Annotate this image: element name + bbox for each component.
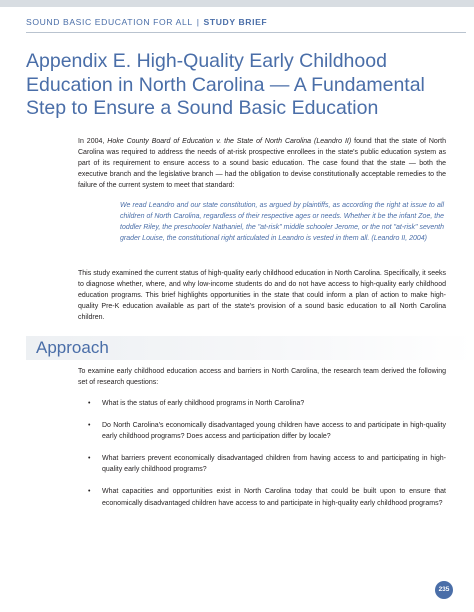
approach-section-heading bbox=[26, 336, 474, 360]
intro-paragraph bbox=[78, 136, 446, 191]
list-item bbox=[88, 420, 446, 442]
case-name: Hoke County Board of Education v. the State of North Carolina (Leandro II) bbox=[107, 138, 352, 145]
question-text: What is the status of early childhood programs in North Carolina? bbox=[102, 400, 305, 407]
approach-intro: To examine early childhood education access and barriers in North Carolina, the research team derived the following set of research questions: bbox=[78, 368, 446, 387]
question-text: What capacities and opportunities exist in North Carolina today that could be built upon to ensure that economically disadvantaged children have access to and participate in high-quality early childhood programs? bbox=[102, 488, 446, 507]
list-item bbox=[88, 398, 446, 409]
research-questions-list bbox=[88, 398, 446, 509]
approach-heading-text: Approach bbox=[36, 338, 109, 357]
list-item bbox=[88, 486, 446, 508]
intro-text-end: found that the state of North Carolina was required to address the needs of at-risk prospective enrollees in the state's public education system as part of its requirement to ensure access to a sound basic education. The case found that the state — both the executive branch and the legislative branch — had the obligation to devise constitutionally acceptable remedies to the failure of the current system to meet that standard: bbox=[78, 138, 446, 190]
block-quote: We read Leandro and our state constitution, as argued by plaintiffs, as according the right at issue to all children of North Carolina, regardless of their respective ages or needs. Whether it be the infant Zoe, the toddler Riley, the preschooler Nathaniel, the "at-risk" middle schooler Jerome, or the not "at-risk" seventh grader Louise, the constitutional right articulated in Leandro is vested in them all. (Leandro II, 2004) bbox=[120, 202, 444, 243]
bullet-icon: • bbox=[88, 455, 91, 463]
study-paragraph: This study examined the current status of high-quality early childhood education in North Carolina. Specifically, it seeks to diagnose whether, where, and why low-income students do and do not have access to high-quality early childhood education programs. This brief highlights opportunities in the state that could inform a plan of action to make high-quality Pre-K education available as part of the state's provision of a sound basic education to all North Carolina children. bbox=[78, 270, 446, 322]
list-item bbox=[88, 453, 446, 475]
bullet-icon: • bbox=[88, 422, 91, 430]
page-number-badge: 235 bbox=[435, 581, 453, 599]
header-divider bbox=[26, 32, 466, 33]
top-band bbox=[0, 0, 474, 7]
page-title: Appendix E. High-Quality Early Childhood Education in North Carolina — A Fundamental Step to Ensure a Sound Basic Education bbox=[26, 50, 425, 119]
bullet-icon: • bbox=[88, 488, 91, 496]
intro-text-start: In 2004, bbox=[78, 138, 108, 145]
question-text: Do North Carolina's economically disadvantaged young children have access to and participate in high-quality early childhood programs? Does access and participation differ by locale? bbox=[102, 422, 446, 441]
header-separator: | bbox=[196, 17, 200, 27]
bullet-icon: • bbox=[88, 400, 91, 407]
question-text: What barriers prevent economically disadvantaged children from having access to and participating in high-quality early childhood programs? bbox=[102, 455, 446, 474]
series-name: SOUND BASIC EDUCATION FOR ALL bbox=[26, 17, 193, 27]
running-header bbox=[26, 17, 267, 27]
brief-label: STUDY BRIEF bbox=[203, 17, 268, 27]
